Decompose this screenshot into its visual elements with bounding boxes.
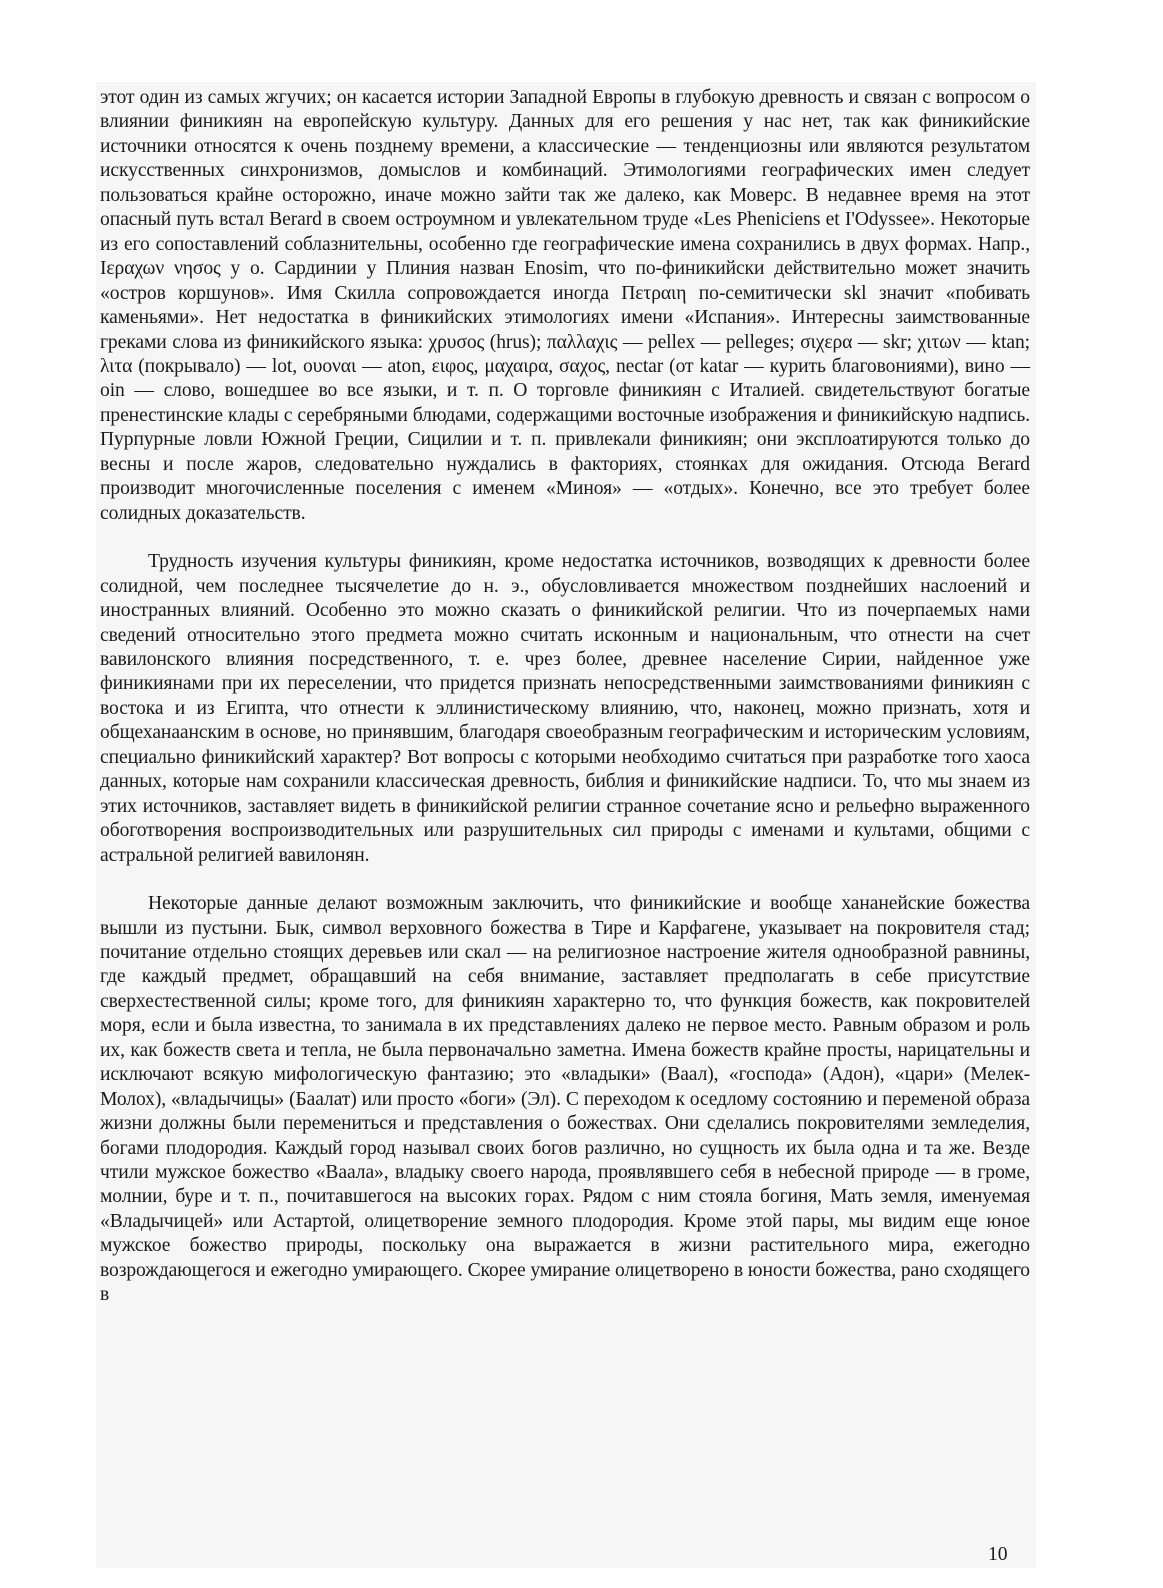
paragraph-2: Трудность изучения культуры финикиян, кроме недостатка источников, возводящих к древности более солидной, чем последнее тысячелетие до н. э., обусловливается множеством позднейших наслоений и иностранных влияний. Особенно это можно сказать о финикийской религии. Что из почерпаемых нами сведений относительно этого предмета можно считать исконным и национальным, что отнести на счет вавилонского влияния посредственного, т. е. чрез более, древнее население Сирии, найденное уже финикиянами при их переселении, что придется признать непосредственными заимствованиями финикиян с востока и из Египта, что отнести к эллинистическому влиянию, что, наконец, можно признать, хотя и общеханаанским в основе, но принявшим, благодаря своеобразным географическим и историческим условиям, специально финикийский характер? Вот вопросы с которыми необходимо считаться при разработке того хаоса данных, которые нам сохранили классическая древность, библия и финикийские надписи. То, что мы знаем из этих источников, заставляет видеть в финикийской религии странное сочетание ясно и рельефно выраженного обоготворения воспроизводительных или разрушительных сил природы с именами и культами, общими с астральной религией вавилонян.	[100, 551, 1030, 866]
page-number: 10	[988, 1544, 1008, 1565]
paragraph-gap	[100, 526, 1030, 550]
paragraph-1: этот один из самых жгучих; он касается истории Западной Европы в глубокую древность и связан с вопросом о влиянии финикиян на европейскую культуру. Данных для его решения у нас нет, так как финикийские источники относятся к очень позднему времени, а классические — тенденциозны или являются результатом искусственных синхронизмов, домыслов и комбинаций. Этимологиями географических имен следует пользоваться крайне осторожно, иначе можно зайти так же далеко, как Моверс. В недавнее время на этот опасный путь встал Berard в своем остроумном и увлекательном труде «Les Pheniciens et I'Odyssee». Некоторые из его сопоставлений соблазнительны, особенно где географические имена сохранились в двух формах. Напр., Ιεραχων νησος у о. Сардинии у Плиния назван Enosim, что по-финикийски действительно может значить «остров коршунов». Имя Скилла сопровождается иногда Πετραιη по-семитически skl значит «побивать каменьями». Нет недостатка в финикийских этимологиях имени «Испания». Интересны заимствованные греками слова из финикийского языка: χρυσος (hrus); παλλαχις — pellex — pelleges; σιχερα — skr; χιτων — ktan; λιτα (покрывало) — lot, ουοναι — aton, ειφος, μαχαιρα, σαχος, nectar (от katar — курить благовониями), вино — oin — слово, вошедшее во все языки, и т. п. О торговле финикиян с Италией. свидетельствуют богатые пренестинские клады с серебряными блюдами, содержащими восточные изображения и финикийскую надпись. Пурпурные ловли Южной Греции, Сицилии и т. п. привлекали финикиян; они эксплоатируются только до весны и после жаров, следовательно нуждались в факториях, стоянках для ожидания. Отсюда Berard производит многочисленные поселения с именем «Миноя» — «отдых». Конечно, все это требует более солидных доказательств.	[100, 87, 1030, 524]
paragraph-3: Некоторые данные делают возможным заключить, что финикийские и вообще хананейские божества вышли из пустыни. Бык, символ верховного божества в Тире и Карфагене, указывает на покровителя стад; почитание отдельно стоящих деревьев или скал — на религиозное настроение жителя однообразной равнины, где каждый предмет, обращавший на себя внимание, заставляет предполагать в себе присутствие сверхестественной силы; кроме того, для финикиян характерно то, что функция божеств, как покровителей моря, если и была известна, то занимала в их представлениях далеко не первое место. Равным образом и роль их, как божеств света и тепла, не была первоначально заметна. Имена божеств крайне просты, нарицательны и исключают всякую мифологическую фантазию; это «владыки» (Ваал), «господа» (Адон), «цари» (Мелек-Молох), «владычицы» (Баалат) или просто «боги» (Эл). С переходом к оседлому состоянию и переменой образа жизни должны были перемениться и представления о божествах. Они сделались покровителями земледелия, богами плодородия. Каждый город называл своих богов различно, но сущность их была одна и та же. Везде чтили мужское божество «Ваала», владыку своего народа, проявлявшего себя в небесной природе — в громе, молнии, буре и т. п., почитавшегося на высоких горах. Рядом с ним стояла богиня, Мать земля, именуемая «Владычицей» или Астартой, олицетворение земного плодородия. Кроме этой пары, мы видим еще юное мужское божество природы, поскольку она выражается в жизни растительного мира, ежегодно возрождающегося и ежегодно умирающего. Скорее умирание олицетворено в юности божества, рано сходящего в	[100, 893, 1030, 1306]
paragraph-gap	[100, 868, 1030, 892]
document-body	[100, 86, 1030, 1308]
